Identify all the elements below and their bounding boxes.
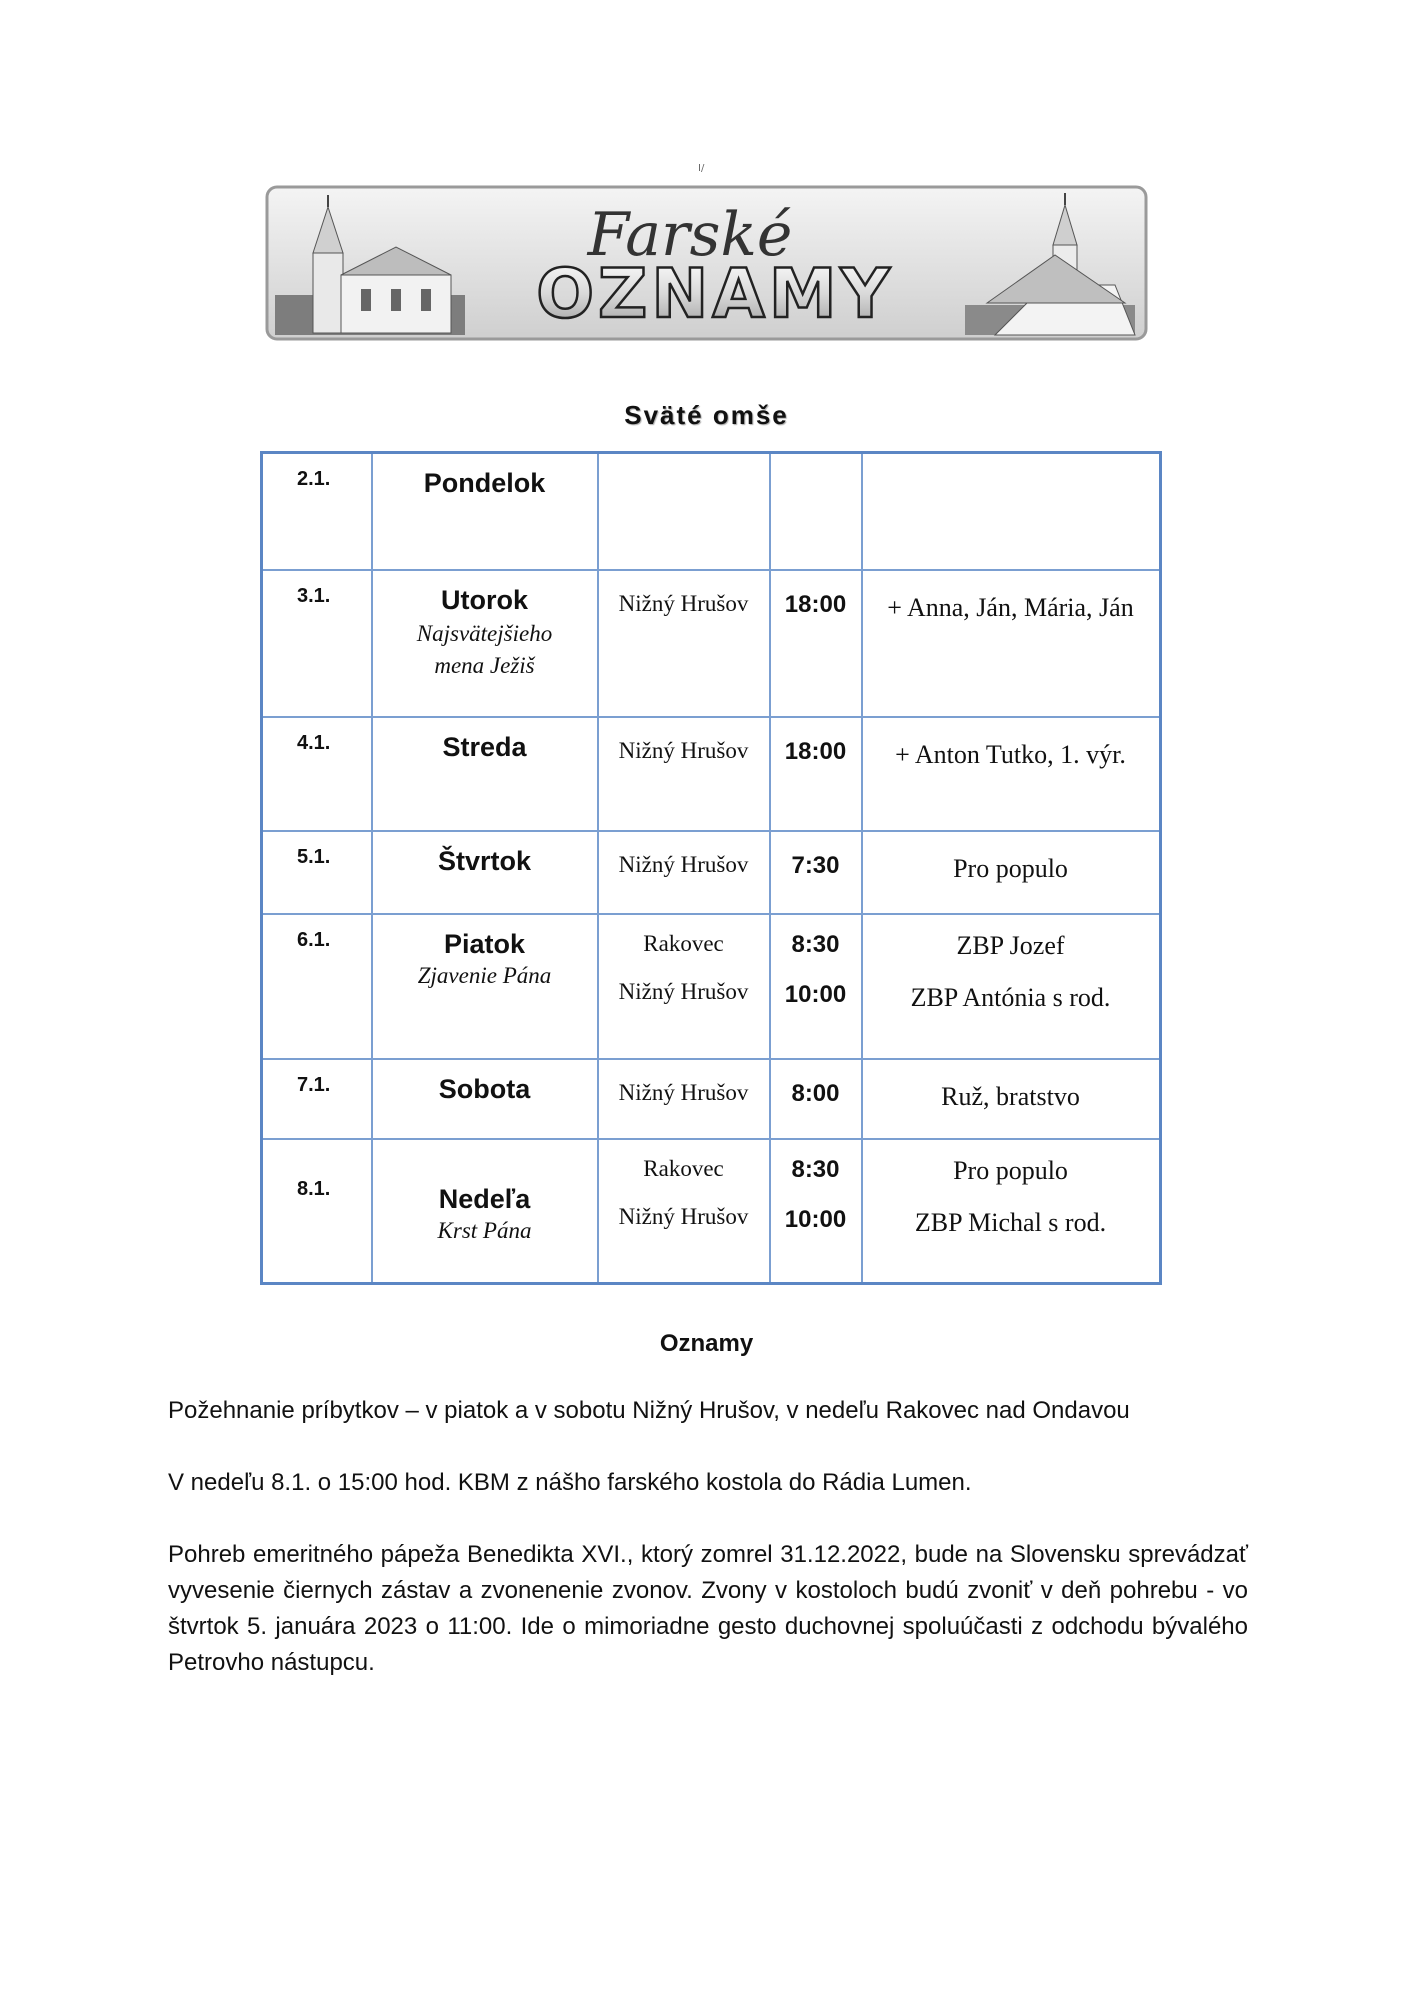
intention-cell <box>862 570 1161 717</box>
place-cell <box>598 914 770 1059</box>
intention-cell <box>862 453 1161 570</box>
date: 6.1. <box>297 928 331 951</box>
day-name: Piatok <box>443 928 526 959</box>
day-cell <box>372 914 598 1059</box>
place: Nižný Hrušov <box>618 590 749 616</box>
intention: Pro populo <box>953 1155 1068 1185</box>
intention-cell <box>862 717 1161 831</box>
place-cell <box>598 453 770 570</box>
banner-script: Farské <box>587 200 793 270</box>
place-cell <box>598 831 770 914</box>
day-name: Štvrtok <box>437 845 532 876</box>
intention: + Anna, Ján, Mária, Ján <box>887 592 1134 622</box>
time-cell <box>770 1139 862 1284</box>
day-name: Streda <box>442 731 527 762</box>
day-name: Pondelok <box>423 468 546 498</box>
announcement-paragraph: Pohreb emeritného pápeža Benedikta XVI., ktorý zomrel 31.12.2022, bude na Slovensku sprevádzať vyvesenie čiernych zástav a zvonenenie zvonov. Zvony v kostoloch budú zvoniť v deň pohrebu - vo štvrtok 5. januára 2023 o 11:00. Ide o mimoriadne gesto duchovnej spoluúčasti z odchodu bývalého Petrovho nástupcu. <box>168 1541 1248 1676</box>
mass-time: 8:00 <box>791 1079 840 1107</box>
mass-time: 7:30 <box>791 851 840 879</box>
schedule-row <box>262 453 1161 570</box>
day-cell <box>372 717 598 831</box>
mass-time: 18:00 <box>784 737 847 765</box>
day-cell <box>372 1139 598 1284</box>
schedule-row <box>262 831 1161 914</box>
day-name: Nedeľa <box>438 1183 531 1214</box>
place-cell <box>598 1059 770 1139</box>
time-cell <box>770 570 862 717</box>
place: Rakovec <box>643 1155 724 1181</box>
intention: Pro populo <box>953 853 1068 883</box>
date-cell <box>262 453 372 570</box>
place: Rakovec <box>643 930 724 956</box>
mass-time: 18:00 <box>784 590 847 618</box>
intention: Ruž, bratstvo <box>941 1081 1080 1111</box>
date: 7.1. <box>297 1073 331 1096</box>
time-cell <box>770 1059 862 1139</box>
day-name: Sobota <box>438 1073 531 1104</box>
mass-time: 10:00 <box>784 1205 847 1233</box>
intention-cell <box>862 1139 1161 1284</box>
schedule-row <box>262 570 1161 717</box>
date-cell <box>262 1059 372 1139</box>
place-cell <box>598 1139 770 1284</box>
header-banner <box>265 185 1148 341</box>
time-cell <box>770 717 862 831</box>
place: Nižný Hrušov <box>618 737 749 763</box>
intention-cell <box>862 1059 1161 1139</box>
place-cell <box>598 717 770 831</box>
date-cell <box>262 570 372 717</box>
place: Nižný Hrušov <box>618 851 749 877</box>
intention: ZBP Jozef <box>956 930 1065 960</box>
time-cell <box>770 453 862 570</box>
schedule-row <box>262 717 1161 831</box>
date-cell <box>262 914 372 1059</box>
date-cell <box>262 717 372 831</box>
mass-schedule-table <box>260 451 1162 1285</box>
place-cell <box>598 570 770 717</box>
day-cell <box>372 570 598 717</box>
mass-time: 8:30 <box>791 1155 840 1183</box>
place: Nižný Hrušov <box>618 1079 749 1105</box>
time-cell <box>770 914 862 1059</box>
date: 5.1. <box>297 845 331 868</box>
intention-cell <box>862 831 1161 914</box>
banner-image <box>265 185 1148 341</box>
feast-name: Krst Pána <box>437 1217 532 1243</box>
feast-name: Najsvätejšieho mena Ježiš <box>416 620 553 678</box>
date: 4.1. <box>297 731 331 754</box>
banner-title: OZNAMY <box>536 255 894 334</box>
announcement-paragraph: Požehnanie príbytkov – v piatok a v sobotu Nižný Hrušov, v nedeľu Rakovec nad Ondavou <box>168 1397 1130 1424</box>
mass-time: 10:00 <box>784 980 847 1008</box>
date: 3.1. <box>297 584 331 607</box>
schedule-row <box>262 1059 1161 1139</box>
intention: ZBP Michal s rod. <box>914 1207 1107 1237</box>
date: 2.1. <box>297 468 331 490</box>
place: Nižný Hrušov <box>618 1203 749 1229</box>
day-cell <box>372 831 598 914</box>
date: 8.1. <box>297 1177 331 1200</box>
time-cell <box>770 831 862 914</box>
date-cell <box>262 831 372 914</box>
intention: + Anton Tutko, 1. výr. <box>895 739 1126 769</box>
day-cell <box>372 1059 598 1139</box>
intention-cell <box>862 914 1161 1059</box>
schedule-row <box>262 914 1161 1059</box>
mass-time: 8:30 <box>791 930 840 958</box>
announcements-title: Oznamy <box>659 1330 754 1357</box>
day-cell <box>372 453 598 570</box>
date-cell <box>262 1139 372 1284</box>
intention: ZBP Antónia s rod. <box>910 982 1111 1012</box>
day-name: Utorok <box>441 584 528 615</box>
announcement-paragraph: V nedeľu 8.1. o 15:00 hod. KBM z nášho farského kostola do Rádia Lumen. <box>168 1469 972 1496</box>
place: Nižný Hrušov <box>618 978 749 1004</box>
schedule-row <box>262 1139 1161 1284</box>
feast-name: Zjavenie Pána <box>417 962 552 988</box>
tiny-mark: I/ <box>698 163 705 174</box>
schedule-title: Sväté omše <box>624 400 789 430</box>
